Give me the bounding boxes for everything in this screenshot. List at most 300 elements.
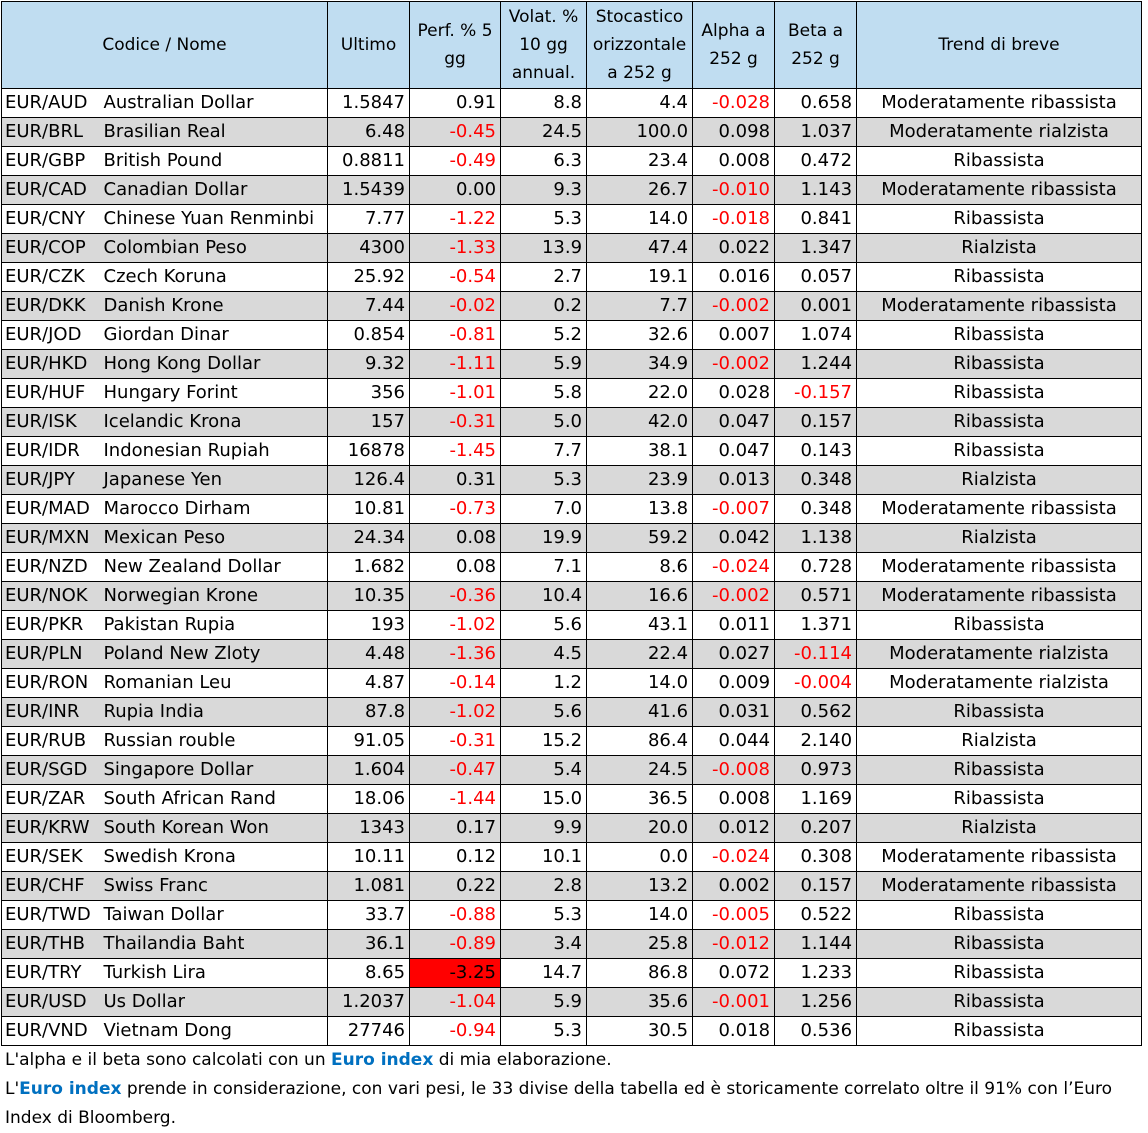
cell-code: EUR/COP xyxy=(2,234,102,263)
cell-volat: 10.4 xyxy=(501,582,587,611)
euro-index-term: Euro index xyxy=(331,1050,434,1070)
cell-stocastico: 14.0 xyxy=(587,205,693,234)
cell-volat: 24.5 xyxy=(501,118,587,147)
cell-stocastico: 100.0 xyxy=(587,118,693,147)
cell-trend: Moderatamente ribassista xyxy=(857,176,1142,205)
cell-alpha: 0.047 xyxy=(693,437,775,466)
cell-beta: 1.244 xyxy=(775,350,857,379)
cell-ultimo: 1.5439 xyxy=(328,176,410,205)
cell-name: Hong Kong Dollar xyxy=(102,350,328,379)
cell-stocastico: 20.0 xyxy=(587,814,693,843)
cell-beta: 0.658 xyxy=(775,89,857,118)
cell-alpha: 0.008 xyxy=(693,785,775,814)
cell-ultimo: 0.854 xyxy=(328,321,410,350)
cell-perf: 0.12 xyxy=(410,843,501,872)
cell-trend: Moderatamente ribassista xyxy=(857,553,1142,582)
cell-name: Marocco Dirham xyxy=(102,495,328,524)
cell-volat: 15.0 xyxy=(501,785,587,814)
cell-trend: Moderatamente ribassista xyxy=(857,89,1142,118)
table-row xyxy=(2,756,1142,785)
cell-perf: -1.33 xyxy=(410,234,501,263)
cell-volat: 14.7 xyxy=(501,959,587,988)
cell-ultimo: 356 xyxy=(328,379,410,408)
cell-stocastico: 8.6 xyxy=(587,553,693,582)
cell-volat: 3.4 xyxy=(501,930,587,959)
cell-trend: Rialzista xyxy=(857,466,1142,495)
cell-trend: Rialzista xyxy=(857,727,1142,756)
table-row xyxy=(2,234,1142,263)
cell-stocastico: 19.1 xyxy=(587,263,693,292)
footnote-1 xyxy=(5,1046,1143,1075)
cell-code: EUR/SGD xyxy=(2,756,102,785)
table-row xyxy=(2,408,1142,437)
cell-code: EUR/RUB xyxy=(2,727,102,756)
cell-beta: 1.347 xyxy=(775,234,857,263)
cell-perf: -0.47 xyxy=(410,756,501,785)
cell-beta: 0.571 xyxy=(775,582,857,611)
cell-perf: -0.36 xyxy=(410,582,501,611)
cell-trend: Rialzista xyxy=(857,814,1142,843)
cell-alpha: -0.012 xyxy=(693,930,775,959)
cell-trend: Ribassista xyxy=(857,350,1142,379)
cell-code: EUR/TWD xyxy=(2,901,102,930)
cell-trend: Ribassista xyxy=(857,408,1142,437)
cell-name: Norwegian Krone xyxy=(102,582,328,611)
table-row xyxy=(2,698,1142,727)
cell-name: South Korean Won xyxy=(102,814,328,843)
cell-trend: Ribassista xyxy=(857,379,1142,408)
table-row xyxy=(2,495,1142,524)
cell-name: Swedish Krona xyxy=(102,843,328,872)
cell-ultimo: 193 xyxy=(328,611,410,640)
cell-alpha: -0.008 xyxy=(693,756,775,785)
header-codice: Codice / Nome xyxy=(2,2,328,89)
cell-alpha: -0.005 xyxy=(693,901,775,930)
header-beta: Beta a 252 g xyxy=(775,2,857,89)
cell-stocastico: 59.2 xyxy=(587,524,693,553)
cell-code: EUR/JPY xyxy=(2,466,102,495)
table-row xyxy=(2,872,1142,901)
table-row xyxy=(2,118,1142,147)
cell-code: EUR/PLN xyxy=(2,640,102,669)
cell-beta: 0.207 xyxy=(775,814,857,843)
cell-name: Japanese Yen xyxy=(102,466,328,495)
cell-beta: 0.472 xyxy=(775,147,857,176)
cell-ultimo: 24.34 xyxy=(328,524,410,553)
cell-ultimo: 4.87 xyxy=(328,669,410,698)
table-row xyxy=(2,669,1142,698)
cell-name: Mexican Peso xyxy=(102,524,328,553)
footnote-2-text-b: prende in considerazione, con vari pesi, le 33 divise della tabella ed è storicamente correlato oltre il 91% con l’Euro Index di Bloomberg. xyxy=(5,1079,1113,1128)
header-ultimo: Ultimo xyxy=(328,2,410,89)
table-row xyxy=(2,785,1142,814)
cell-name: Danish Krone xyxy=(102,292,328,321)
header-stocastico: Stocastico orizzontale a 252 g xyxy=(587,2,693,89)
cell-stocastico: 47.4 xyxy=(587,234,693,263)
cell-ultimo: 18.06 xyxy=(328,785,410,814)
cell-code: EUR/JOD xyxy=(2,321,102,350)
cell-ultimo: 7.77 xyxy=(328,205,410,234)
cell-name: Romanian Leu xyxy=(102,669,328,698)
cell-perf: -0.45 xyxy=(410,118,501,147)
cell-beta: 1.371 xyxy=(775,611,857,640)
cell-volat: 5.4 xyxy=(501,756,587,785)
header-row xyxy=(2,2,1142,89)
cell-volat: 9.9 xyxy=(501,814,587,843)
cell-alpha: -0.024 xyxy=(693,553,775,582)
cell-trend: Ribassista xyxy=(857,930,1142,959)
cell-code: EUR/THB xyxy=(2,930,102,959)
table-row xyxy=(2,901,1142,930)
cell-stocastico: 26.7 xyxy=(587,176,693,205)
cell-name: Canadian Dollar xyxy=(102,176,328,205)
cell-trend: Moderatamente rialzista xyxy=(857,118,1142,147)
cell-name: Rupia India xyxy=(102,698,328,727)
cell-volat: 19.9 xyxy=(501,524,587,553)
cell-ultimo: 25.92 xyxy=(328,263,410,292)
cell-perf: -0.73 xyxy=(410,495,501,524)
cell-name: British Pound xyxy=(102,147,328,176)
cell-volat: 9.3 xyxy=(501,176,587,205)
cell-code: EUR/AUD xyxy=(2,89,102,118)
cell-stocastico: 23.9 xyxy=(587,466,693,495)
cell-beta: 0.841 xyxy=(775,205,857,234)
cell-beta: 0.348 xyxy=(775,466,857,495)
cell-code: EUR/BRL xyxy=(2,118,102,147)
header-perf: Perf. % 5 gg xyxy=(410,2,501,89)
currency-table xyxy=(1,1,1142,1046)
cell-ultimo: 16878 xyxy=(328,437,410,466)
cell-perf: 0.00 xyxy=(410,176,501,205)
table-row xyxy=(2,930,1142,959)
cell-code: EUR/TRY xyxy=(2,959,102,988)
cell-volat: 7.7 xyxy=(501,437,587,466)
cell-alpha: 0.072 xyxy=(693,959,775,988)
cell-name: Russian rouble xyxy=(102,727,328,756)
cell-code: EUR/NOK xyxy=(2,582,102,611)
cell-beta: 1.144 xyxy=(775,930,857,959)
cell-ultimo: 6.48 xyxy=(328,118,410,147)
cell-stocastico: 16.6 xyxy=(587,582,693,611)
header-volat: Volat. % 10 gg annual. xyxy=(501,2,587,89)
cell-trend: Moderatamente ribassista xyxy=(857,292,1142,321)
footnote-1-text-b: di mia elaborazione. xyxy=(433,1050,612,1070)
table-row xyxy=(2,350,1142,379)
cell-volat: 1.2 xyxy=(501,669,587,698)
cell-beta: 0.973 xyxy=(775,756,857,785)
cell-volat: 5.3 xyxy=(501,1017,587,1046)
cell-trend: Ribassista xyxy=(857,437,1142,466)
table-row xyxy=(2,843,1142,872)
footnote-1-text-a: L'alpha e il beta sono calcolati con un xyxy=(5,1050,332,1070)
cell-volat: 5.3 xyxy=(501,205,587,234)
cell-volat: 7.1 xyxy=(501,553,587,582)
cell-code: EUR/PKR xyxy=(2,611,102,640)
cell-trend: Ribassista xyxy=(857,785,1142,814)
cell-alpha: 0.042 xyxy=(693,524,775,553)
table-row xyxy=(2,959,1142,988)
table-row xyxy=(2,553,1142,582)
cell-alpha: -0.028 xyxy=(693,89,775,118)
cell-beta: 0.522 xyxy=(775,901,857,930)
cell-name: Pakistan Rupia xyxy=(102,611,328,640)
cell-beta: 1.037 xyxy=(775,118,857,147)
cell-trend: Moderatamente ribassista xyxy=(857,872,1142,901)
cell-perf: -0.54 xyxy=(410,263,501,292)
cell-alpha: -0.002 xyxy=(693,582,775,611)
cell-stocastico: 36.5 xyxy=(587,785,693,814)
cell-ultimo: 126.4 xyxy=(328,466,410,495)
cell-perf: -1.01 xyxy=(410,379,501,408)
cell-volat: 7.0 xyxy=(501,495,587,524)
cell-beta: 0.728 xyxy=(775,553,857,582)
cell-volat: 5.6 xyxy=(501,698,587,727)
cell-code: EUR/RON xyxy=(2,669,102,698)
table-row xyxy=(2,437,1142,466)
cell-stocastico: 43.1 xyxy=(587,611,693,640)
cell-trend: Ribassista xyxy=(857,147,1142,176)
cell-ultimo: 1.2037 xyxy=(328,988,410,1017)
cell-name: Indonesian Rupiah xyxy=(102,437,328,466)
cell-trend: Moderatamente ribassista xyxy=(857,582,1142,611)
cell-stocastico: 13.2 xyxy=(587,872,693,901)
cell-perf: -1.44 xyxy=(410,785,501,814)
cell-volat: 2.8 xyxy=(501,872,587,901)
table-row xyxy=(2,176,1142,205)
cell-code: EUR/ZAR xyxy=(2,785,102,814)
cell-code: EUR/MAD xyxy=(2,495,102,524)
cell-ultimo: 10.11 xyxy=(328,843,410,872)
table-row xyxy=(2,582,1142,611)
cell-beta: 0.157 xyxy=(775,408,857,437)
cell-volat: 6.3 xyxy=(501,147,587,176)
cell-ultimo: 4.48 xyxy=(328,640,410,669)
cell-code: EUR/KRW xyxy=(2,814,102,843)
cell-perf: -0.49 xyxy=(410,147,501,176)
table-row xyxy=(2,205,1142,234)
footnotes xyxy=(0,1046,1143,1133)
cell-ultimo: 4300 xyxy=(328,234,410,263)
cell-alpha: 0.013 xyxy=(693,466,775,495)
cell-stocastico: 23.4 xyxy=(587,147,693,176)
cell-trend: Ribassista xyxy=(857,263,1142,292)
cell-perf: -1.04 xyxy=(410,988,501,1017)
cell-perf: -1.36 xyxy=(410,640,501,669)
cell-alpha: 0.027 xyxy=(693,640,775,669)
table-row xyxy=(2,89,1142,118)
cell-name: Chinese Yuan Renminbi xyxy=(102,205,328,234)
cell-perf: -0.31 xyxy=(410,408,501,437)
table-row xyxy=(2,147,1142,176)
cell-beta: 0.143 xyxy=(775,437,857,466)
cell-ultimo: 0.8811 xyxy=(328,147,410,176)
cell-ultimo: 10.81 xyxy=(328,495,410,524)
cell-name: Taiwan Dollar xyxy=(102,901,328,930)
header-trend: Trend di breve xyxy=(857,2,1142,89)
cell-alpha: 0.016 xyxy=(693,263,775,292)
cell-code: EUR/CZK xyxy=(2,263,102,292)
cell-volat: 15.2 xyxy=(501,727,587,756)
cell-ultimo: 36.1 xyxy=(328,930,410,959)
cell-stocastico: 0.0 xyxy=(587,843,693,872)
cell-trend: Ribassista xyxy=(857,698,1142,727)
euro-index-term: Euro index xyxy=(19,1079,122,1099)
table-row xyxy=(2,640,1142,669)
cell-name: Turkish Lira xyxy=(102,959,328,988)
cell-ultimo: 33.7 xyxy=(328,901,410,930)
cell-beta: 0.536 xyxy=(775,1017,857,1046)
cell-code: EUR/CAD xyxy=(2,176,102,205)
cell-perf: -0.94 xyxy=(410,1017,501,1046)
cell-perf: 0.91 xyxy=(410,89,501,118)
cell-perf: -0.31 xyxy=(410,727,501,756)
cell-stocastico: 7.7 xyxy=(587,292,693,321)
cell-alpha: -0.010 xyxy=(693,176,775,205)
cell-beta: 1.143 xyxy=(775,176,857,205)
cell-name: Hungary Forint xyxy=(102,379,328,408)
cell-perf: -0.81 xyxy=(410,321,501,350)
cell-alpha: 0.008 xyxy=(693,147,775,176)
cell-code: EUR/SEK xyxy=(2,843,102,872)
cell-code: EUR/HUF xyxy=(2,379,102,408)
cell-stocastico: 22.4 xyxy=(587,640,693,669)
cell-ultimo: 1.5847 xyxy=(328,89,410,118)
cell-volat: 2.7 xyxy=(501,263,587,292)
cell-code: EUR/ISK xyxy=(2,408,102,437)
cell-alpha: 0.028 xyxy=(693,379,775,408)
cell-name: Icelandic Krona xyxy=(102,408,328,437)
cell-beta: 1.138 xyxy=(775,524,857,553)
cell-perf: -3.25 xyxy=(410,959,501,988)
cell-ultimo: 1.682 xyxy=(328,553,410,582)
cell-ultimo: 1.081 xyxy=(328,872,410,901)
table-body xyxy=(2,89,1142,1046)
cell-perf: -1.22 xyxy=(410,205,501,234)
cell-code: EUR/USD xyxy=(2,988,102,1017)
cell-code: EUR/CHF xyxy=(2,872,102,901)
cell-beta: 0.157 xyxy=(775,872,857,901)
cell-stocastico: 4.4 xyxy=(587,89,693,118)
cell-stocastico: 41.6 xyxy=(587,698,693,727)
cell-stocastico: 24.5 xyxy=(587,756,693,785)
cell-name: South African Rand xyxy=(102,785,328,814)
cell-alpha: -0.018 xyxy=(693,205,775,234)
cell-alpha: -0.002 xyxy=(693,350,775,379)
cell-alpha: -0.024 xyxy=(693,843,775,872)
cell-ultimo: 157 xyxy=(328,408,410,437)
cell-trend: Moderatamente ribassista xyxy=(857,495,1142,524)
cell-stocastico: 32.6 xyxy=(587,321,693,350)
cell-code: EUR/IDR xyxy=(2,437,102,466)
cell-alpha: 0.018 xyxy=(693,1017,775,1046)
cell-beta: 0.057 xyxy=(775,263,857,292)
cell-alpha: 0.031 xyxy=(693,698,775,727)
cell-code: EUR/MXN xyxy=(2,524,102,553)
cell-trend: Rialzista xyxy=(857,234,1142,263)
cell-perf: 0.08 xyxy=(410,553,501,582)
table-row xyxy=(2,321,1142,350)
cell-name: Singapore Dollar xyxy=(102,756,328,785)
cell-code: EUR/CNY xyxy=(2,205,102,234)
cell-stocastico: 35.6 xyxy=(587,988,693,1017)
cell-ultimo: 9.32 xyxy=(328,350,410,379)
cell-code: EUR/HKD xyxy=(2,350,102,379)
cell-stocastico: 14.0 xyxy=(587,669,693,698)
cell-ultimo: 10.35 xyxy=(328,582,410,611)
cell-beta: -0.004 xyxy=(775,669,857,698)
cell-alpha: -0.002 xyxy=(693,292,775,321)
cell-beta: 1.233 xyxy=(775,959,857,988)
cell-perf: 0.31 xyxy=(410,466,501,495)
cell-volat: 8.8 xyxy=(501,89,587,118)
table-row xyxy=(2,466,1142,495)
cell-alpha: -0.001 xyxy=(693,988,775,1017)
cell-volat: 5.8 xyxy=(501,379,587,408)
cell-perf: 0.22 xyxy=(410,872,501,901)
cell-name: Swiss Franc xyxy=(102,872,328,901)
cell-code: EUR/VND xyxy=(2,1017,102,1046)
cell-perf: -0.14 xyxy=(410,669,501,698)
cell-beta: 0.001 xyxy=(775,292,857,321)
cell-name: Czech Koruna xyxy=(102,263,328,292)
cell-perf: -0.02 xyxy=(410,292,501,321)
cell-trend: Ribassista xyxy=(857,901,1142,930)
cell-name: Vietnam Dong xyxy=(102,1017,328,1046)
cell-volat: 5.6 xyxy=(501,611,587,640)
cell-stocastico: 13.8 xyxy=(587,495,693,524)
cell-name: Colombian Peso xyxy=(102,234,328,263)
cell-name: New Zealand Dollar xyxy=(102,553,328,582)
cell-beta: -0.114 xyxy=(775,640,857,669)
cell-perf: -0.88 xyxy=(410,901,501,930)
cell-trend: Moderatamente rialzista xyxy=(857,669,1142,698)
cell-stocastico: 38.1 xyxy=(587,437,693,466)
cell-name: Thailandia Baht xyxy=(102,930,328,959)
cell-alpha: 0.011 xyxy=(693,611,775,640)
cell-stocastico: 25.8 xyxy=(587,930,693,959)
cell-volat: 5.9 xyxy=(501,988,587,1017)
cell-perf: -1.45 xyxy=(410,437,501,466)
cell-stocastico: 34.9 xyxy=(587,350,693,379)
cell-ultimo: 7.44 xyxy=(328,292,410,321)
cell-code: EUR/DKK xyxy=(2,292,102,321)
cell-trend: Moderatamente rialzista xyxy=(857,640,1142,669)
table-row xyxy=(2,524,1142,553)
cell-ultimo: 87.8 xyxy=(328,698,410,727)
cell-name: Us Dollar xyxy=(102,988,328,1017)
cell-volat: 5.9 xyxy=(501,350,587,379)
cell-alpha: 0.047 xyxy=(693,408,775,437)
cell-beta: 0.562 xyxy=(775,698,857,727)
cell-perf: -1.11 xyxy=(410,350,501,379)
cell-volat: 0.2 xyxy=(501,292,587,321)
cell-perf: -1.02 xyxy=(410,611,501,640)
cell-name: Australian Dollar xyxy=(102,89,328,118)
cell-code: EUR/INR xyxy=(2,698,102,727)
cell-stocastico: 86.4 xyxy=(587,727,693,756)
cell-beta: 2.140 xyxy=(775,727,857,756)
cell-beta: 0.308 xyxy=(775,843,857,872)
cell-trend: Ribassista xyxy=(857,321,1142,350)
cell-ultimo: 8.65 xyxy=(328,959,410,988)
cell-alpha: 0.009 xyxy=(693,669,775,698)
cell-trend: Ribassista xyxy=(857,756,1142,785)
table-row xyxy=(2,814,1142,843)
table-row xyxy=(2,292,1142,321)
cell-beta: 1.256 xyxy=(775,988,857,1017)
table-row xyxy=(2,379,1142,408)
header-alpha: Alpha a 252 g xyxy=(693,2,775,89)
